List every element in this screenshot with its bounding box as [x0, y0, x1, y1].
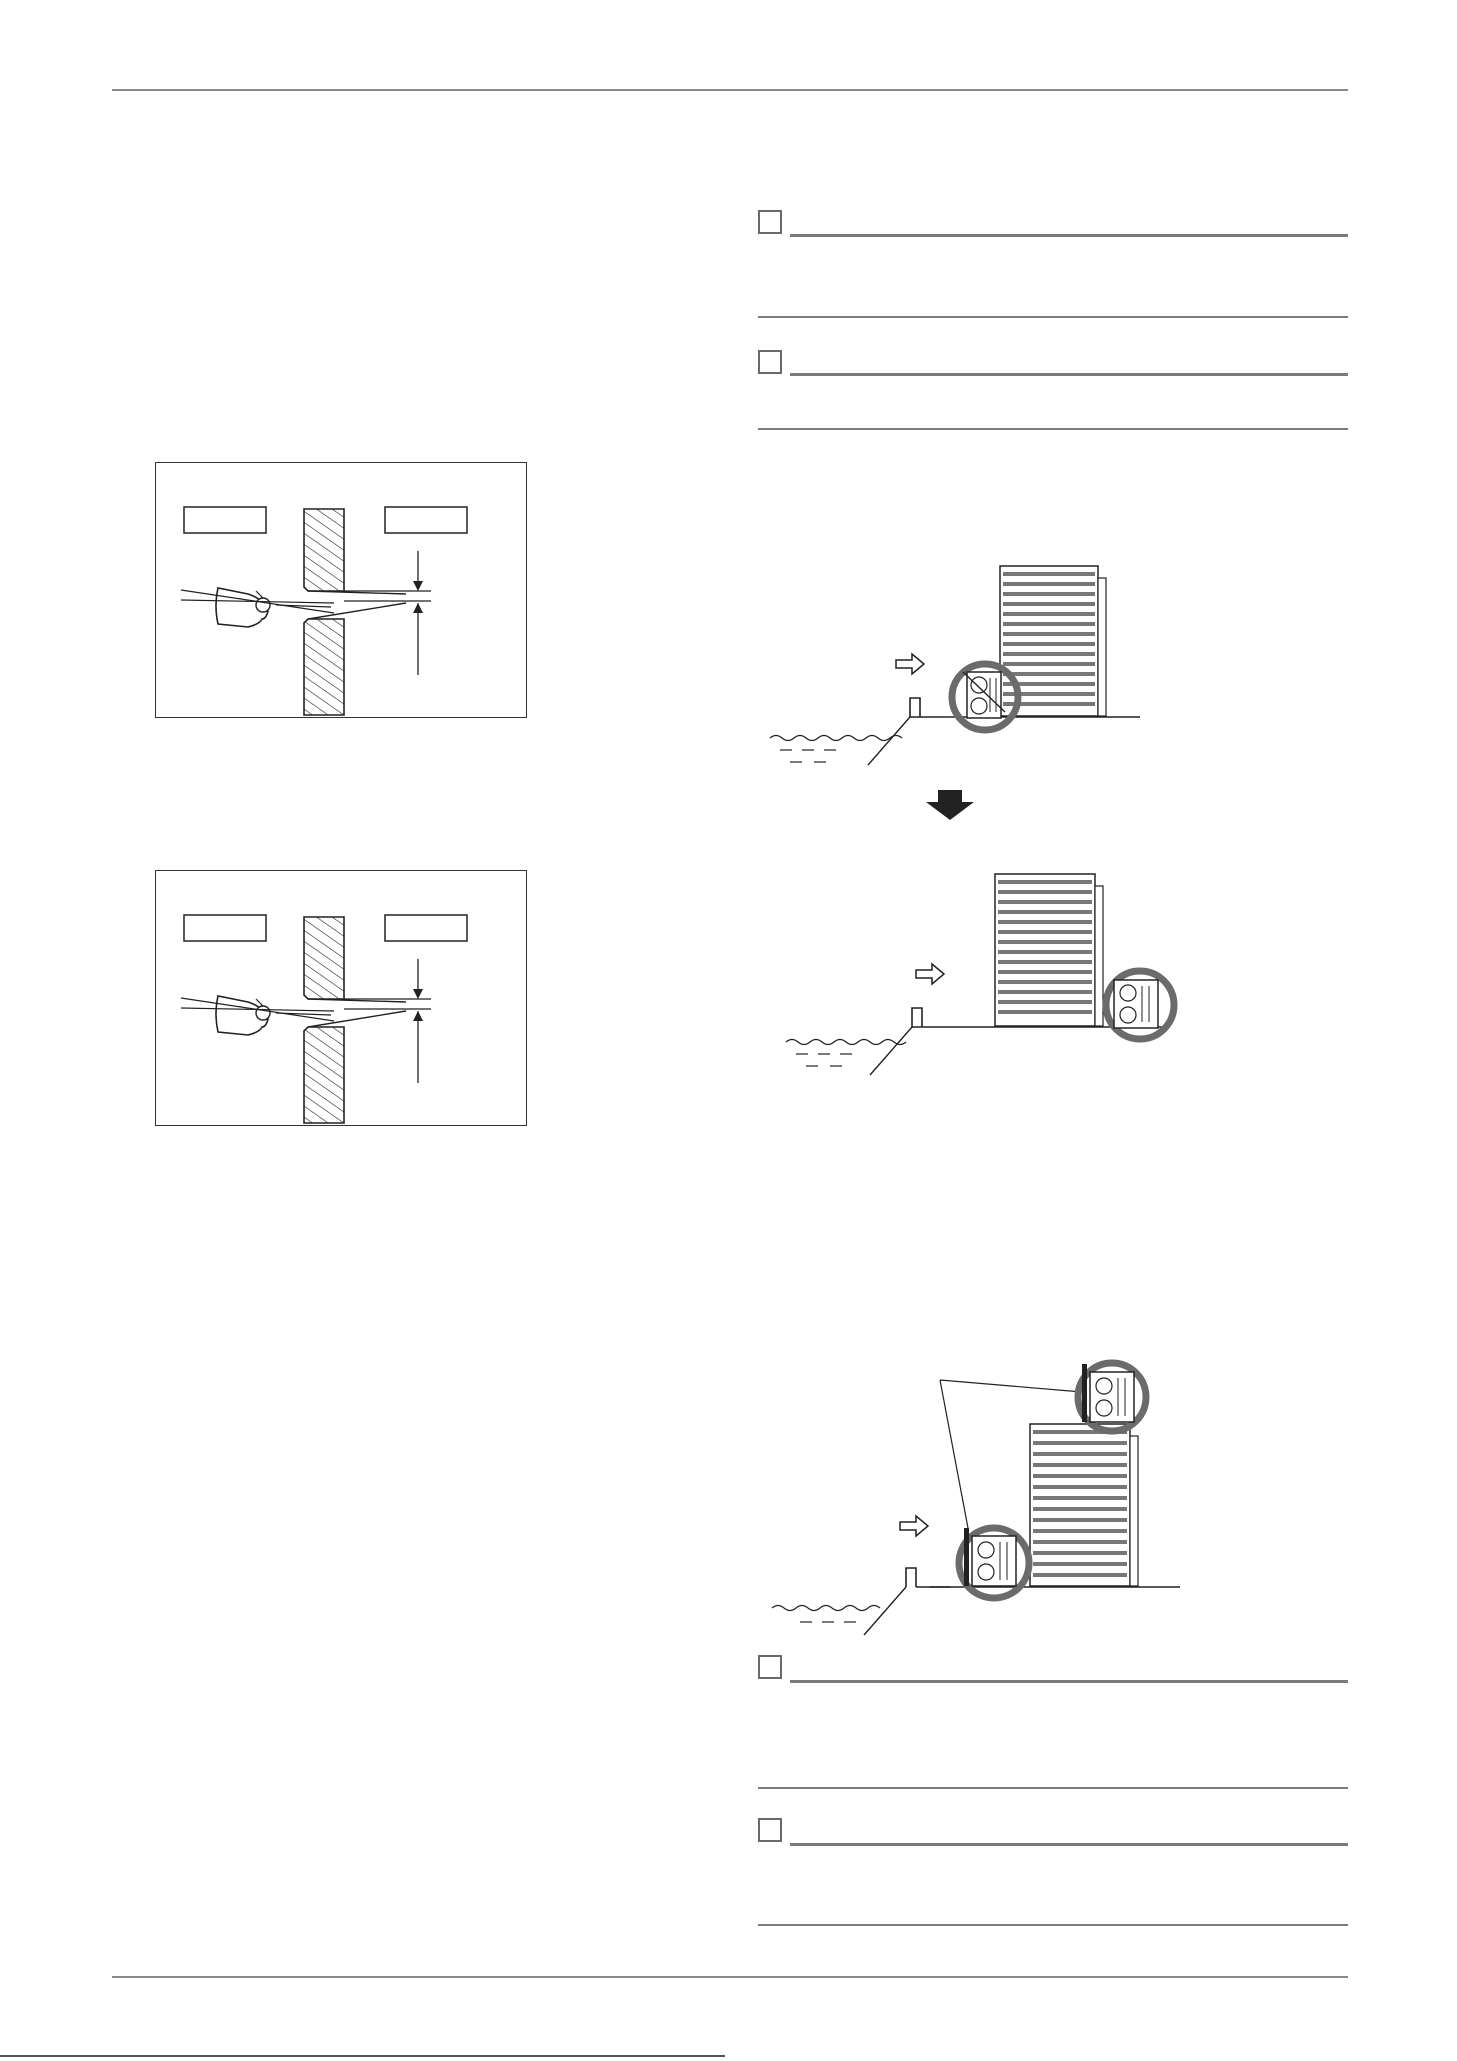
left-label-box: [184, 507, 266, 533]
nozzle-wall-diagram-1: [155, 462, 527, 718]
section-marker-box: [758, 210, 782, 234]
wind-arrow-icon: [900, 1516, 928, 1536]
section-marker-box: [758, 1818, 782, 1842]
building: [1030, 1424, 1130, 1586]
seaside-unit-facing-wind: [760, 560, 1150, 780]
seaside-unit-rooftop-and-ground: [770, 1350, 1210, 1640]
wall-lower: [304, 619, 344, 715]
right-label-box: [385, 507, 467, 533]
right-label-box: [385, 915, 467, 941]
nozzle-wall-drawing: [156, 871, 525, 1124]
section-end-rule: [758, 316, 1348, 318]
sea-wave: [770, 736, 902, 741]
section-title-rule: [790, 234, 1348, 237]
header-rule: [112, 89, 1348, 91]
sea-wave: [786, 1040, 906, 1045]
wind-arrow-icon: [916, 964, 944, 984]
nozzle-wall-drawing: [156, 463, 525, 716]
sea-wave: [772, 1606, 880, 1611]
fence: [964, 1528, 969, 1586]
section-title-rule: [790, 1680, 1348, 1683]
footer-edge-rule: [0, 2055, 725, 2057]
outdoor-unit-icon: [1090, 1372, 1134, 1422]
left-label-box: [184, 915, 266, 941]
section-end-rule: [758, 1924, 1348, 1926]
footer-rule: [112, 1976, 1348, 1978]
wind-arrow-icon: [896, 654, 924, 674]
seaside-unit-behind-building: [780, 870, 1180, 1090]
wall-upper: [304, 917, 344, 999]
wall-upper: [304, 509, 344, 591]
section-title-rule: [790, 1843, 1348, 1846]
section-marker-box: [758, 1655, 782, 1679]
fence: [1082, 1364, 1087, 1422]
down-arrow-icon: [924, 790, 976, 820]
section-end-rule: [758, 1787, 1348, 1789]
wall-lower: [304, 1027, 344, 1123]
section-marker-box: [758, 350, 782, 374]
nozzle-wall-diagram-2: [155, 870, 527, 1126]
section-end-rule: [758, 428, 1348, 430]
outdoor-unit-icon: [972, 1536, 1016, 1586]
section-title-rule: [790, 373, 1348, 376]
outdoor-unit-icon: [1114, 980, 1158, 1028]
